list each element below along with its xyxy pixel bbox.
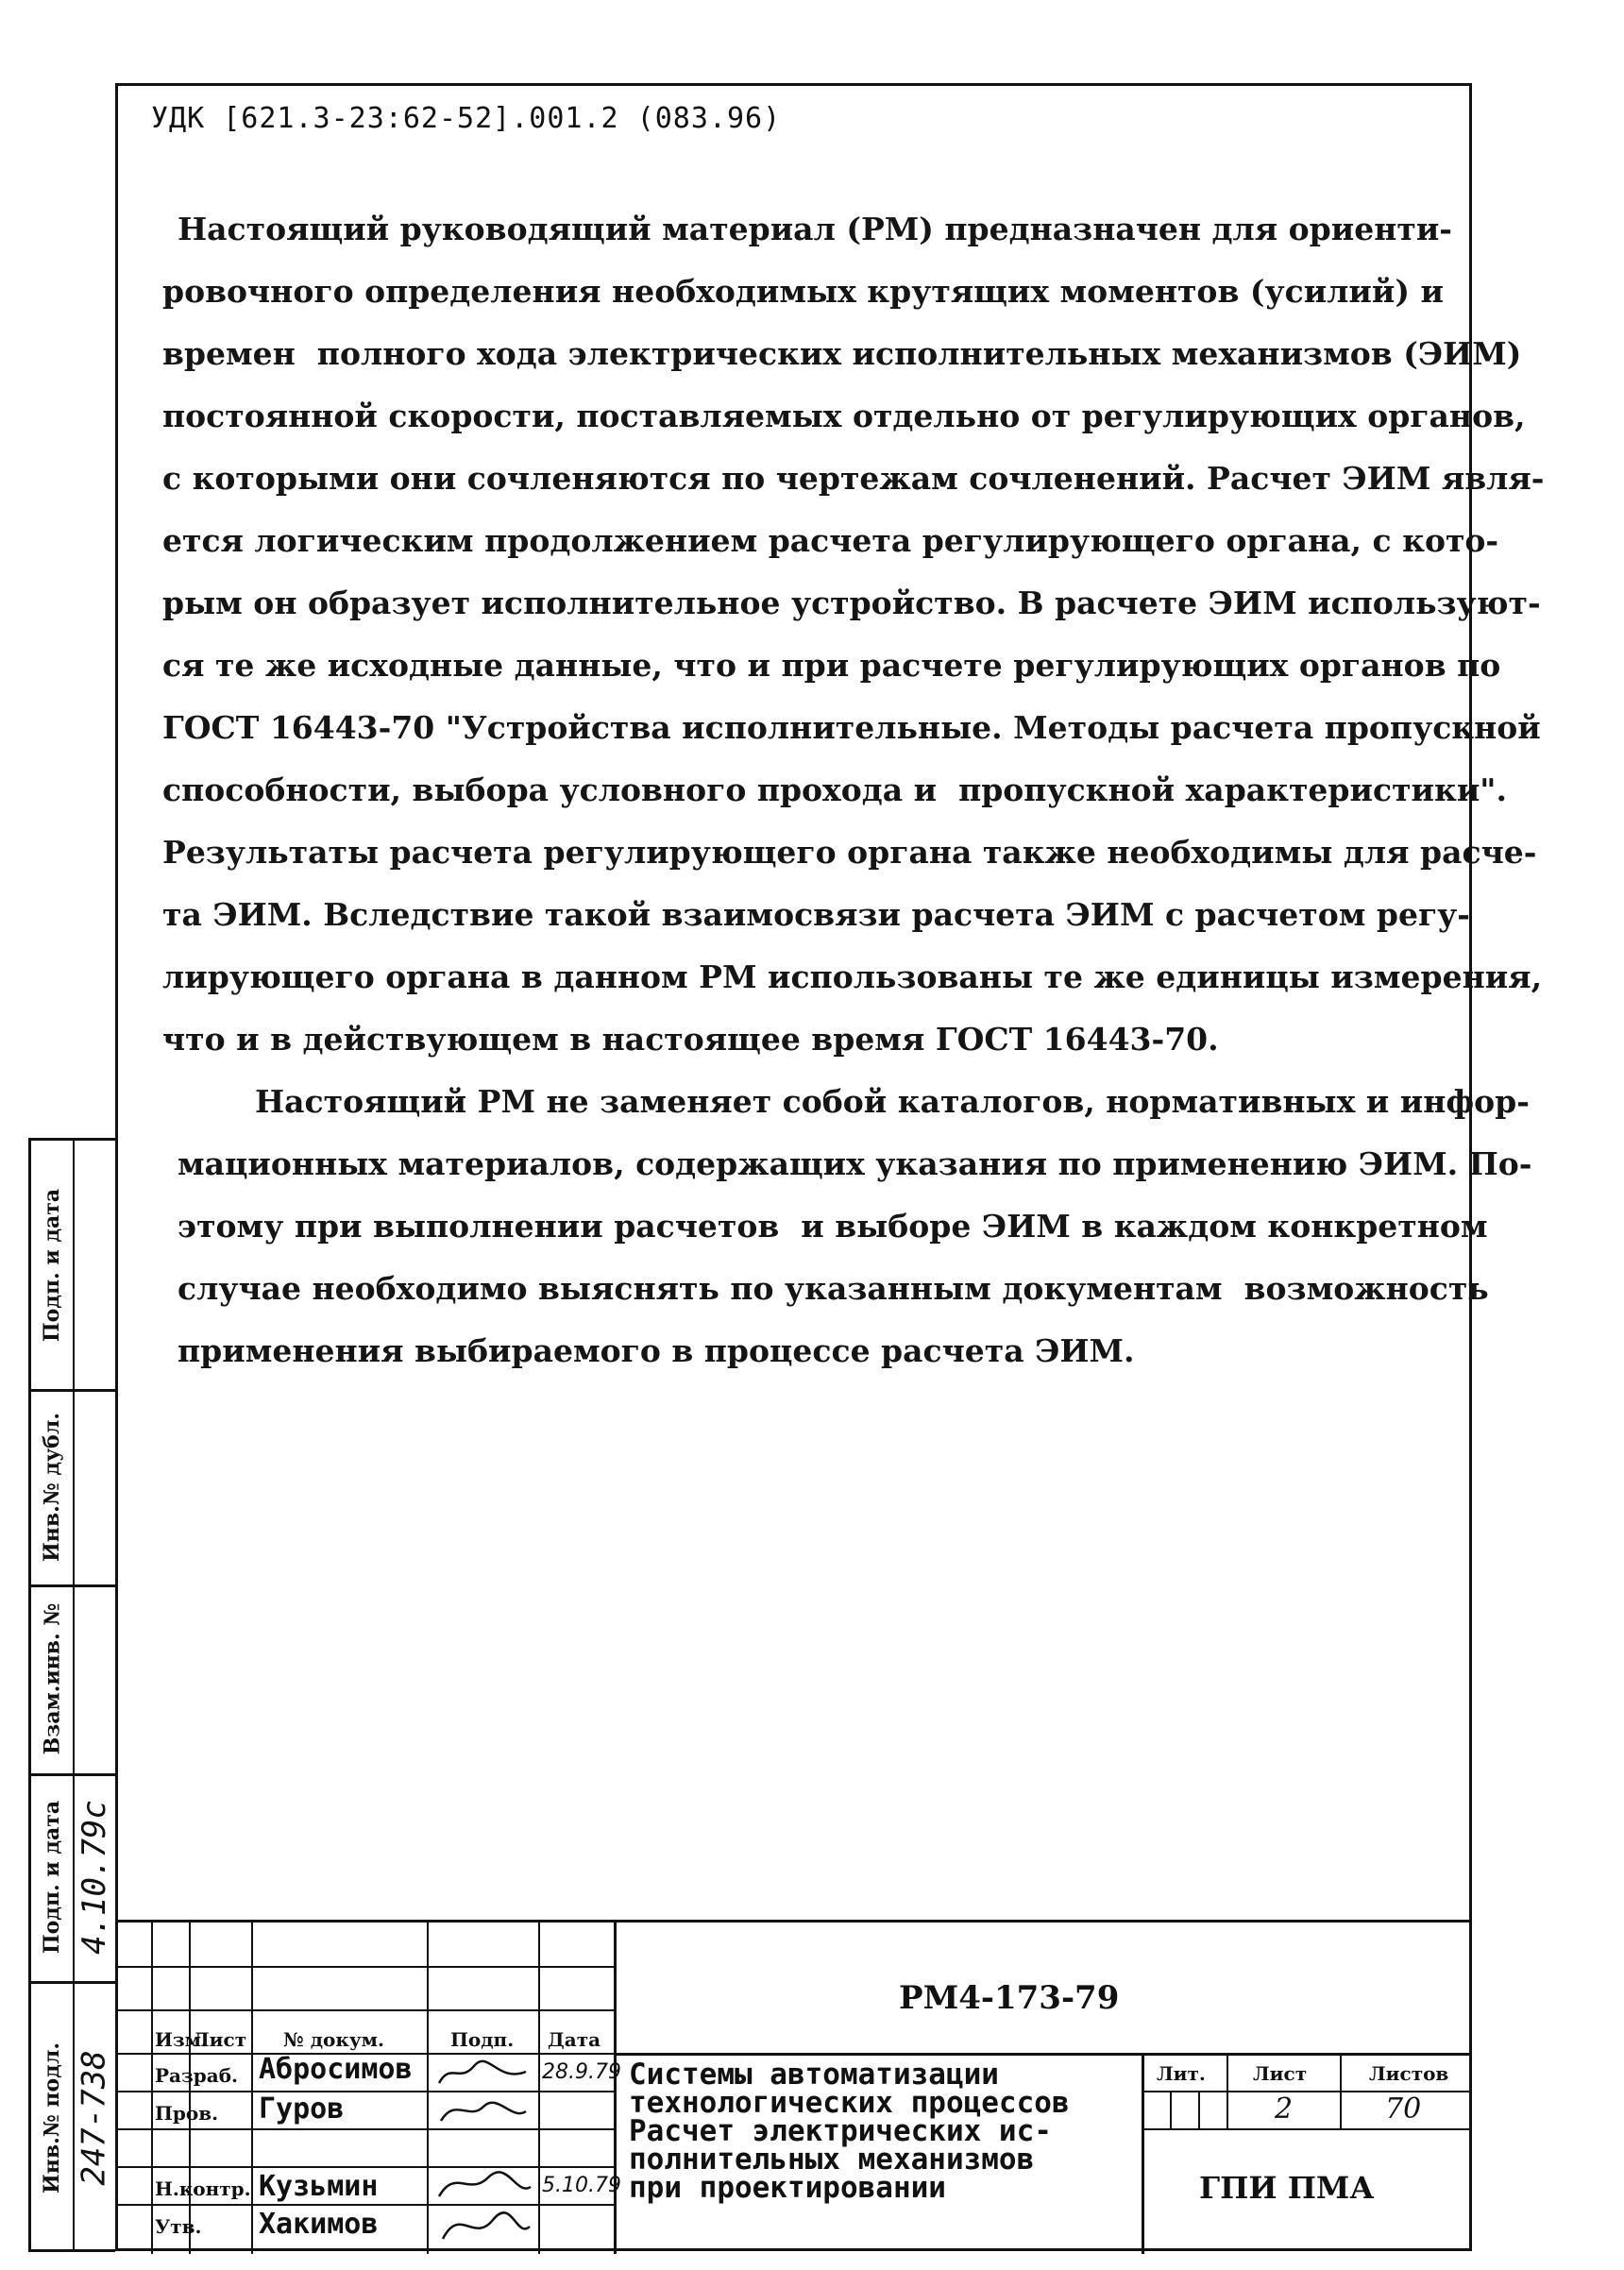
grid-line xyxy=(115,2009,614,2011)
doc-title-line-3: Расчет электрических ис- xyxy=(629,2114,1052,2148)
name-approver: Хакимов xyxy=(259,2208,379,2241)
text-line: Настоящий РМ не заменяет собой каталогов, нормативных и инфор- xyxy=(255,1083,1530,1120)
doc-title-line-5: при проектировании xyxy=(629,2171,946,2205)
grid-line xyxy=(1142,2128,1472,2130)
text-line: мационных материалов, содержащих указания по применению ЭИМ. По- xyxy=(178,1145,1532,1182)
label-sign-date-1: Подп. и дата xyxy=(40,1188,65,1342)
text-line: та ЭИМ. Вследствие такой взаимосвязи расчета ЭИМ с расчетом регу- xyxy=(162,896,1470,933)
title-block xyxy=(115,1920,1472,2254)
name-checker: Гуров xyxy=(259,2092,345,2126)
role-approver: Утв. xyxy=(155,2215,202,2238)
name-developer: Абросимов xyxy=(259,2053,413,2086)
paragraph-2 xyxy=(178,1071,1532,1382)
sheets-label: Листов xyxy=(1369,2062,1449,2085)
text-line: ется логическим продолжением расчета регулирующего органа, с кото- xyxy=(162,522,1499,559)
text-line: Настоящий руководящий материал (РМ) предназначен для ориенти- xyxy=(178,211,1452,247)
name-norm-control: Кузьмин xyxy=(259,2170,379,2203)
margin-control-table xyxy=(28,1138,115,2252)
text-line: что и в действующем в настоящее время ГОСТ 16443-70. xyxy=(162,1021,1219,1058)
text-line: ГОСТ 16443-70 "Устройства исполнительные. Методы расчета пропускной xyxy=(162,709,1541,746)
grid-line xyxy=(1142,2053,1144,2254)
handwritten-sign-date: 4.10.79с xyxy=(76,1800,114,1955)
grid-line xyxy=(115,2166,614,2168)
label-replace-inv: Взам.инв. № xyxy=(40,1602,65,1755)
text-line: с которыми они сочленяются по чертежам сочленений. Расчет ЭИМ явля- xyxy=(162,460,1545,497)
sheet-number: 2 xyxy=(1275,2092,1294,2126)
sheet-label: Лист xyxy=(1253,2062,1308,2085)
text-line: Результаты расчета регулирующего органа также необходимы для расче- xyxy=(162,834,1537,871)
col-header-signature: Подп. xyxy=(450,2028,515,2051)
text-line: применения выбираемого в процессе расчета ЭИМ. xyxy=(178,1332,1135,1369)
handwritten-inv-number: 247-738 xyxy=(76,2050,114,2186)
col-header-change: Изм. xyxy=(155,2028,208,2051)
doc-title-line-1: Системы автоматизации xyxy=(629,2058,999,2092)
grid-line xyxy=(1226,2053,1228,2128)
date-developer: 28.9.79 xyxy=(542,2060,621,2084)
doc-title-line-4: полнительных механизмов xyxy=(629,2143,1035,2177)
grid-line xyxy=(115,2128,614,2130)
text-line: этому при выполнении расчетов и выборе ЭИМ в каждом конкретном xyxy=(178,1208,1488,1245)
role-norm-control: Н.контр. xyxy=(155,2177,251,2200)
signatures-image xyxy=(431,2055,535,2253)
organization: ГПИ ПМА xyxy=(1199,2170,1375,2206)
udk-code: [621.3-23:62-52].001.2 xyxy=(223,102,619,135)
label-dup-inv: Инв.№ дубл. xyxy=(40,1412,64,1562)
grid-line xyxy=(1170,2091,1172,2128)
udk-line xyxy=(151,102,781,135)
udk-prefix: УДК xyxy=(151,102,206,135)
label-orig-inv: Инв.№ подл. xyxy=(40,2041,65,2194)
udk-handwritten: (083.96) xyxy=(636,102,782,135)
grid-line xyxy=(115,1966,614,1968)
grid-line xyxy=(115,2091,614,2092)
text-line: рым он образует исполнительное устройство. В расчете ЭИМ используют- xyxy=(162,584,1541,621)
document-body xyxy=(162,198,1545,1382)
text-line: лирующего органа в данном РМ использованы те же единицы измерения, xyxy=(162,958,1543,995)
grid-line xyxy=(1340,2053,1342,2128)
grid-line xyxy=(614,1923,617,2254)
col-header-date: Дата xyxy=(548,2028,601,2051)
col-header-sheet: Лист xyxy=(193,2028,247,2051)
text-line: ровочного определения необходимых крутящих моментов (усилий) и xyxy=(162,273,1444,310)
text-line: постоянной скорости, поставляемых отдельно от регулирующих органов, xyxy=(162,398,1526,434)
grid-line xyxy=(1198,2091,1200,2128)
role-checker: Пров. xyxy=(155,2102,219,2125)
role-developer: Разраб. xyxy=(155,2064,239,2087)
col-header-doc-no: № докум. xyxy=(283,2028,384,2051)
text-line: времен полного хода электрических исполнительных механизмов (ЭИМ) xyxy=(162,335,1522,372)
text-line: случае необходимо выяснять по указанным документам возможность xyxy=(178,1270,1489,1307)
document-code: РМ4-173-79 xyxy=(899,1979,1120,2017)
text-line: способности, выбора условного прохода и пропускной характеристики". xyxy=(162,771,1507,808)
grid-line xyxy=(614,2053,1472,2056)
text-line: ся те же исходные данные, что и при расчете регулирующих органов по xyxy=(162,647,1501,684)
lit-label: Лит. xyxy=(1157,2062,1206,2085)
grid-line xyxy=(115,2204,614,2206)
grid-line xyxy=(1142,2091,1472,2092)
label-sign-date-2: Подп. и дата xyxy=(40,1800,65,1955)
date-norm-control: 5.10.79 xyxy=(542,2174,621,2197)
sheets-total: 70 xyxy=(1385,2092,1422,2126)
doc-title-line-2: технологических процессов xyxy=(629,2086,1070,2120)
paragraph-1 xyxy=(162,198,1545,1071)
